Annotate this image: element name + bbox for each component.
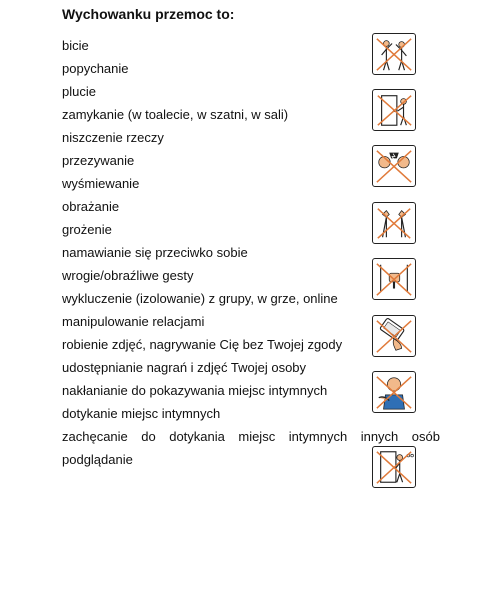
list-item: obrażanie [62, 199, 120, 214]
list-item: popychanie [62, 61, 129, 76]
list-item: podglądanie [62, 452, 133, 467]
word: zachęcanie [62, 429, 128, 444]
inappropriate-touch-pictogram-icon [372, 371, 416, 413]
peeping-pictogram-icon [372, 446, 416, 488]
name-calling-pictogram-icon [372, 145, 416, 187]
thumbs-down-gesture-pictogram-icon [372, 258, 416, 300]
list-item: nakłanianie do pokazywania miejsc intymnych [62, 383, 328, 398]
list-item: zamykanie (w toalecie, w szatni, w sali) [62, 107, 289, 122]
word: innych [360, 429, 399, 444]
list-item: namawianie się przeciwko sobie [62, 245, 248, 260]
word: intymnych [288, 429, 348, 444]
threatening-pictogram-icon [372, 202, 416, 244]
list-item: manipulowanie relacjami [62, 314, 205, 329]
page-title: Wychowanku przemoc to: [62, 6, 235, 22]
list-item: wykluczenie (izolowanie) z grupy, w grze, online [62, 291, 338, 306]
locking-door-pictogram-icon [372, 89, 416, 131]
list-item: przezywanie [62, 153, 135, 168]
word: dotykania [169, 429, 225, 444]
list-item: udostępnianie nagrań i zdjęć Twojej osoby [62, 360, 307, 375]
list-item: plucie [62, 84, 96, 99]
list-item: wyśmiewanie [62, 176, 140, 191]
list-item: wrogie/obraźliwe gesty [62, 268, 194, 283]
list-item-justified [62, 429, 440, 444]
word: do [141, 429, 156, 444]
hitting-pictogram-icon [372, 33, 416, 75]
list-item: dotykanie miejsc intymnych [62, 406, 221, 421]
word: miejsc [238, 429, 276, 444]
word: osób [411, 429, 440, 444]
list-item: niszczenie rzeczy [62, 130, 164, 145]
phone-recording-pictogram-icon [372, 315, 416, 357]
list-item: bicie [62, 38, 89, 53]
list-item: robienie zdjęć, nagrywanie Cię bez Twojej zgody [62, 337, 343, 352]
list-item: grożenie [62, 222, 112, 237]
